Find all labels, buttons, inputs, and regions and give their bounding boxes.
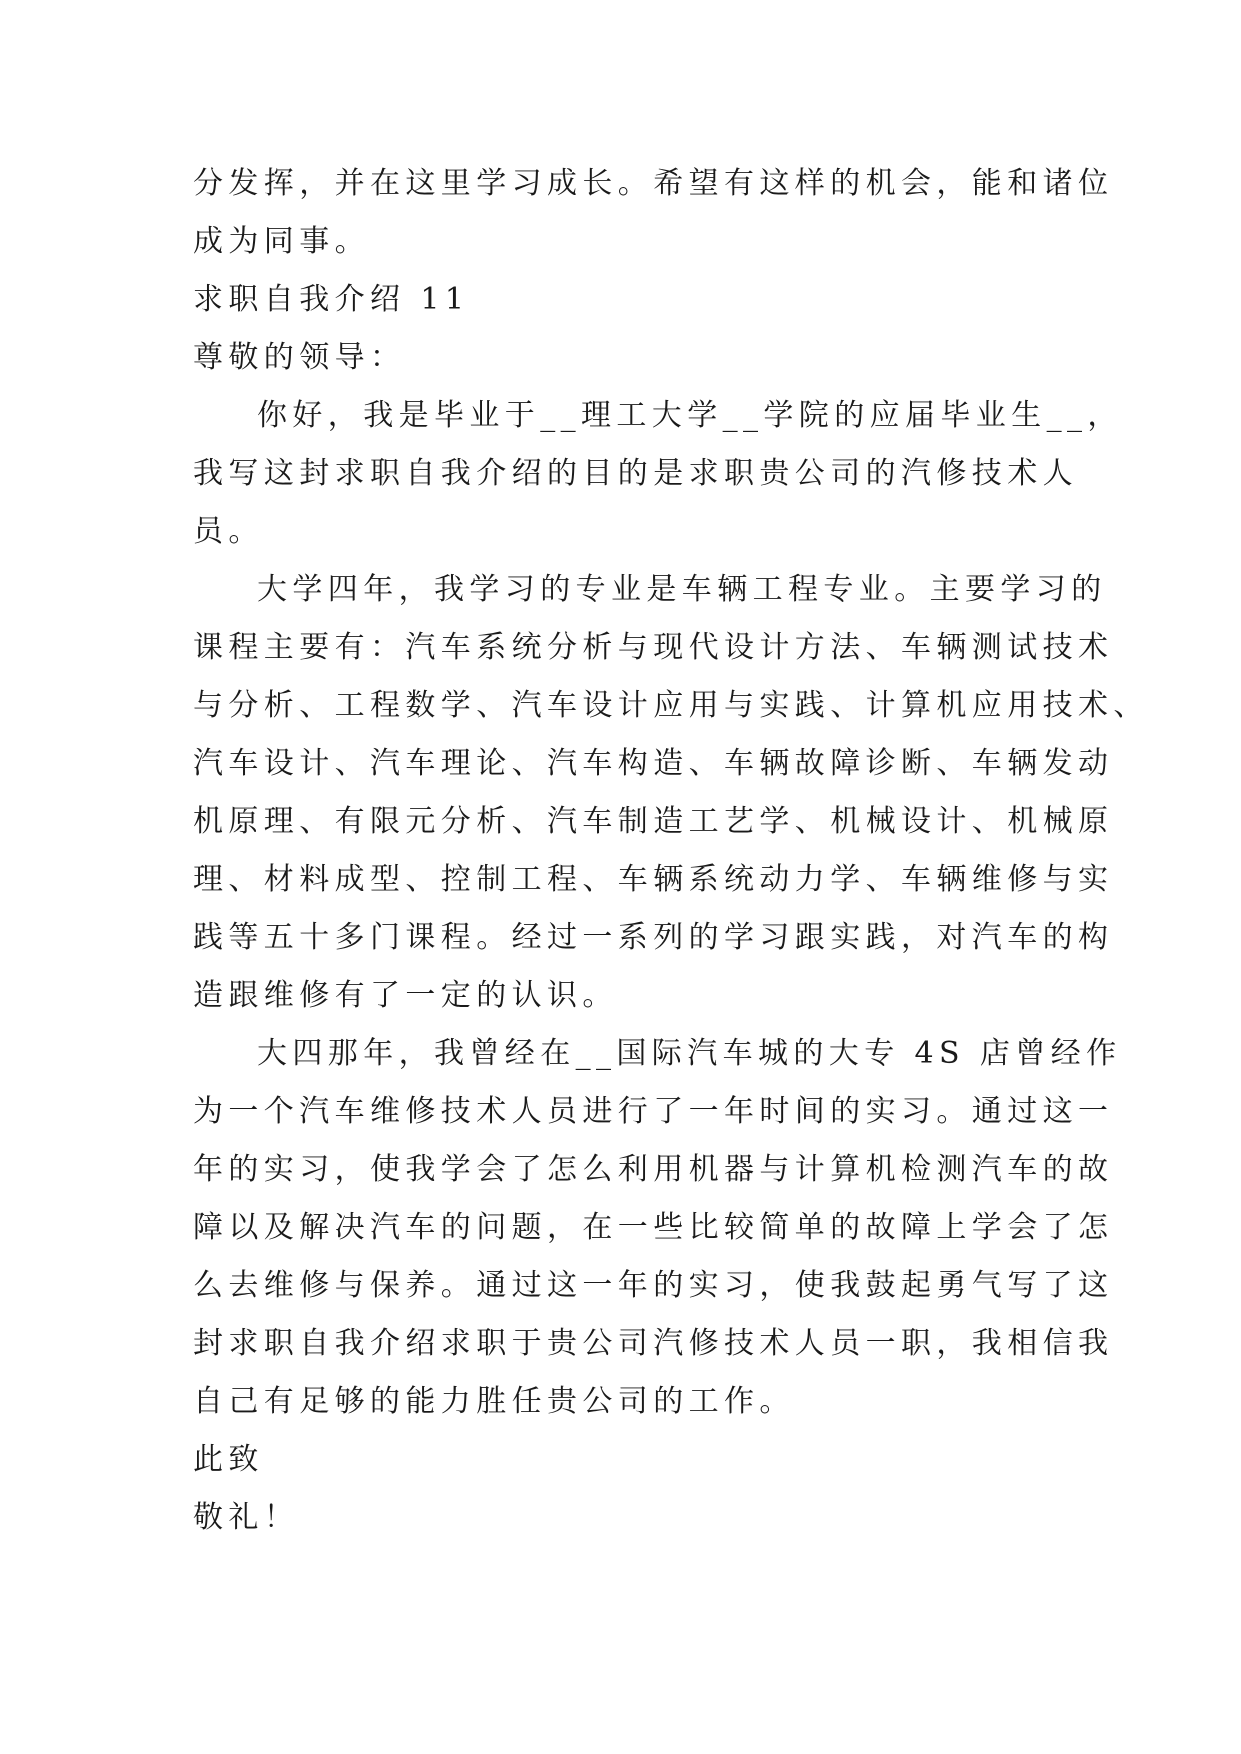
body-text-line: 与分析、工程数学、汽车设计应用与实践、计算机应用技术、 xyxy=(193,688,1149,723)
body-text-line: 分发挥，并在这里学习成长。希望有这样的机会，能和诸位 xyxy=(193,166,1114,201)
section-title: 求职自我介绍 11 xyxy=(193,282,470,317)
body-text-line: 你好，我是毕业于__理工大学__学院的应届毕业生__， xyxy=(257,398,1123,433)
body-text-line: 我写这封求职自我介绍的目的是求职贵公司的汽修技术人 xyxy=(193,456,1078,491)
body-text-line: 课程主要有：汽车系统分析与现代设计方法、车辆测试技术 xyxy=(193,630,1114,665)
body-text-line: 么去维修与保养。通过这一年的实习，使我鼓起勇气写了这 xyxy=(193,1268,1114,1303)
body-text-line: 障以及解决汽车的问题，在一些比较简单的故障上学会了怎 xyxy=(193,1210,1114,1245)
body-text-line: 年的实习，使我学会了怎么利用机器与计算机检测汽车的故 xyxy=(193,1152,1114,1187)
body-text-line: 汽车设计、汽车理论、汽车构造、车辆故障诊断、车辆发动 xyxy=(193,746,1114,781)
salutation: 尊敬的领导： xyxy=(193,340,406,375)
body-text-line: 造跟维修有了一定的认识。 xyxy=(193,978,618,1013)
body-text-line: 大四那年，我曾经在__国际汽车城的大专 4S 店曾经作 xyxy=(257,1036,1122,1071)
body-text-line: 员。 xyxy=(193,514,264,549)
body-text-line: 践等五十多门课程。经过一系列的学习跟实践，对汽车的构 xyxy=(193,920,1114,955)
closing-regards: 敬礼！ xyxy=(193,1500,300,1535)
body-text-line: 成为同事。 xyxy=(193,224,370,259)
body-text-line: 大学四年，我学习的专业是车辆工程专业。主要学习的 xyxy=(257,572,1107,607)
body-text-line: 机原理、有限元分析、汽车制造工艺学、机械设计、机械原 xyxy=(193,804,1114,839)
body-text-line: 为一个汽车维修技术人员进行了一年时间的实习。通过这一 xyxy=(193,1094,1114,1129)
closing-line: 此致 xyxy=(193,1442,264,1477)
body-text-line: 自己有足够的能力胜任贵公司的工作。 xyxy=(193,1384,795,1419)
body-text-line: 封求职自我介绍求职于贵公司汽修技术人员一职，我相信我 xyxy=(193,1326,1114,1361)
body-text-line: 理、材料成型、控制工程、车辆系统动力学、车辆维修与实 xyxy=(193,862,1114,897)
